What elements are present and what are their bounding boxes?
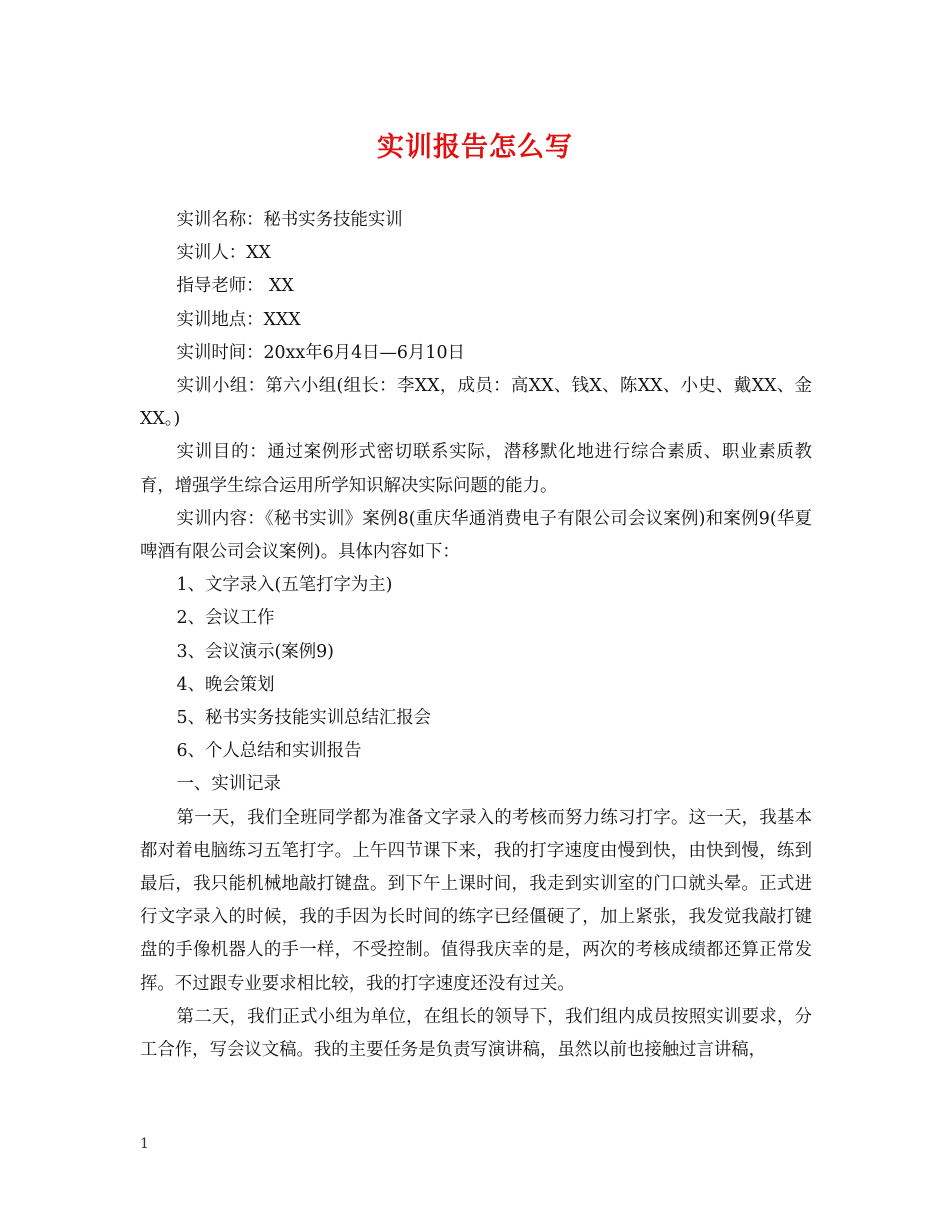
paragraph-location: 实训地点：XXX — [176, 309, 301, 330]
paragraph-day-one: 第一天，我们全班同学都为准备文字录入的考核而努力练习打字。这一天，我基本都对着电脑练习五笔打字。上午四节课下来，我的打字速度由慢到快，由快到慢，练到最后，我只能机械地敲打键盘。到下午上课时间，我走到实训室的门口就头晕。正式进行文字录入的时候，我的手因为长时间的练字已经僵硬了，加上紧张，我发觉我敲打键盘的手像机器人的手一样，不受控制。值得我庆幸的是，两次的考核成绩都还算正常发挥。不过跟专业要求相比较，我的打字速度还没有过关。 — [140, 807, 812, 994]
page-number: 1 — [140, 1136, 149, 1152]
list-item: 3、会议演示(案例9) — [176, 641, 334, 662]
section-heading: 一、实训记录 — [176, 774, 281, 795]
paragraph-content: 实训内容：《秘书实训》案例8(重庆华通消费电子有限公司会议案例)和案例9(华夏啤酒有限公司会议案例)。具体内容如下： — [140, 508, 812, 563]
paragraph-trainee: 实训人：XX — [176, 243, 271, 264]
list-item: 6、个人总结和实训报告 — [176, 741, 362, 762]
paragraph-instructor: 指导老师： XX — [176, 276, 294, 297]
list-item: 1、文字录入(五笔打字为主) — [176, 575, 393, 596]
paragraph-group: 实训小组：第六小组(组长：李XX，成员：高XX、钱X、陈XX、小史、戴XX、金XX。) — [140, 376, 812, 430]
paragraph-time: 实训时间：20xx年6月4日—6月10日 — [176, 342, 465, 363]
list-item: 5、秘书实务技能实训总结汇报会 — [176, 708, 432, 729]
paragraph-training-name: 实训名称：秘书实务技能实训 — [176, 210, 403, 230]
document-title: 实训报告怎么写 — [377, 132, 573, 163]
paragraph-purpose: 实训目的：通过案例形式密切联系实际，潜移默化地进行综合素质、职业素质教育，增强学生综合运用所学知识解决实际问题的能力。 — [140, 442, 812, 496]
list-item: 2、会议工作 — [176, 608, 275, 629]
list-item: 4、晚会策划 — [176, 674, 275, 695]
document-body — [140, 204, 812, 1067]
paragraph-day-two: 第二天，我们正式小组为单位，在组长的领导下，我们组内成员按照实训要求，分工合作，写会议文稿。我的主要任务是负责写演讲稿，虽然以前也接触过言讲稿， — [140, 1006, 812, 1061]
